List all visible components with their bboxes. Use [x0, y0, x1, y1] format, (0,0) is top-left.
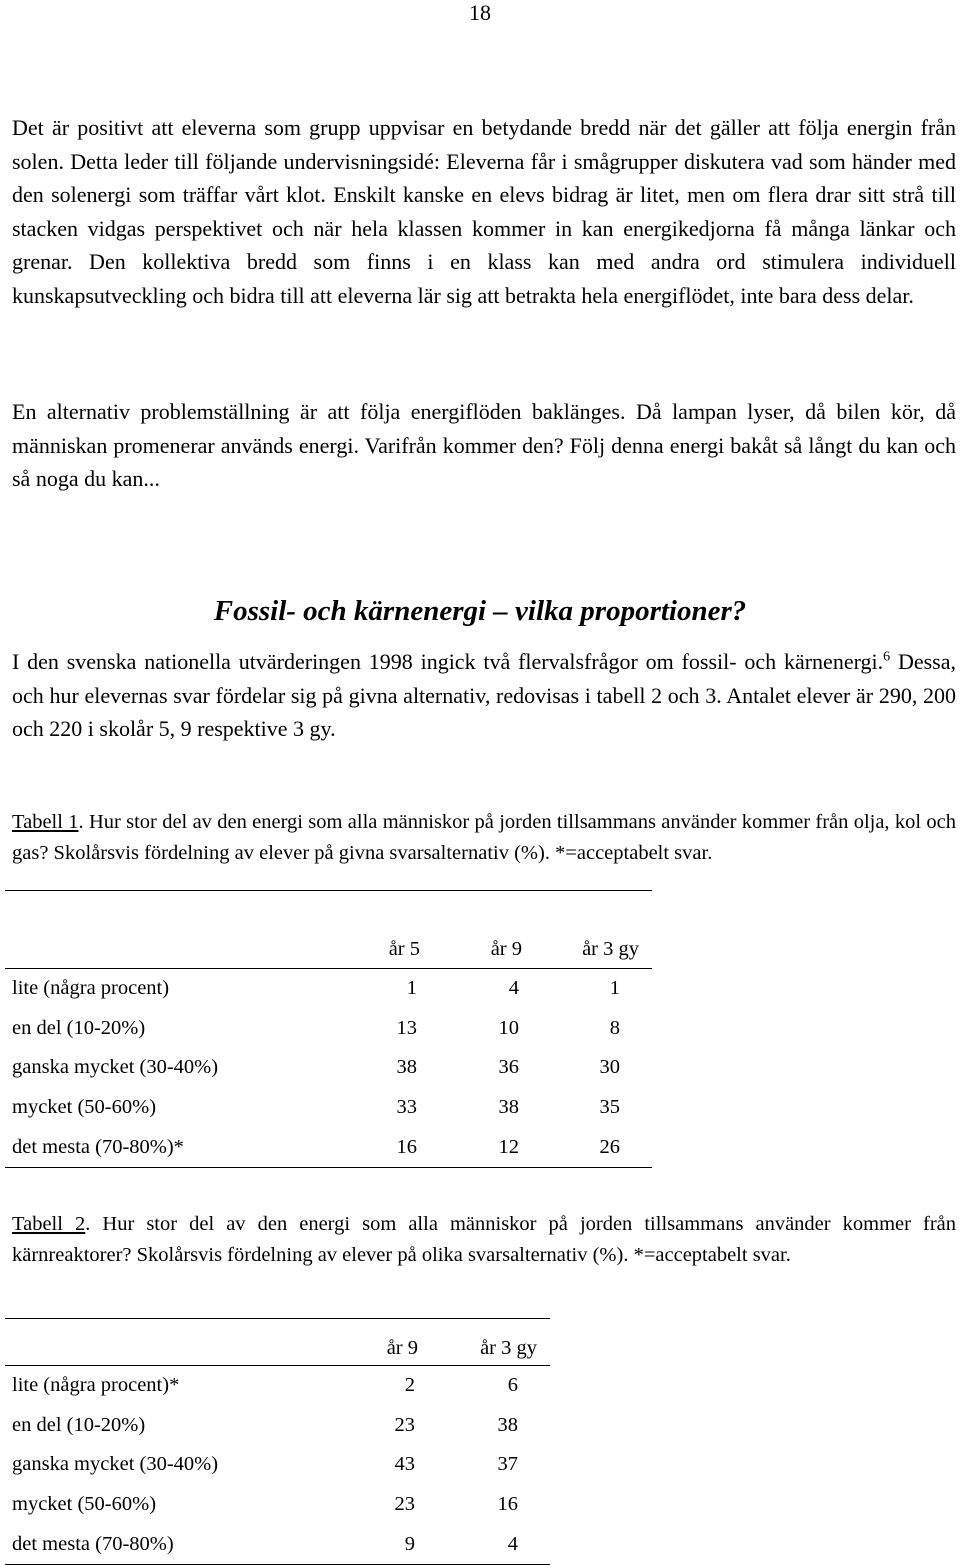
table1-cell: 13 — [396, 1016, 417, 1039]
table1-cell: 1 — [609, 977, 620, 1000]
table2-cell: 23 — [394, 1493, 415, 1516]
footnote-reference: 6 — [883, 649, 891, 665]
table1-cell: 8 — [609, 1016, 620, 1039]
table2-row — [5, 1406, 550, 1446]
paragraph-text-start: I den svenska nationella utvärderingen 1998 ingick två flervalsfrågor om fossil- och kärnenergi. — [12, 649, 884, 674]
table2 — [5, 1318, 550, 1565]
table1-cell: 38 — [396, 1056, 417, 1079]
table2-row-label: ganska mycket (30-40%) — [12, 1453, 219, 1476]
table2-row-label: det mesta (70-80%) — [12, 1532, 174, 1555]
table2-row — [5, 1445, 550, 1485]
table1-cell: 36 — [498, 1056, 519, 1079]
table1-header-empty — [5, 891, 350, 969]
table1-row — [5, 1088, 652, 1128]
table1-row — [5, 1009, 652, 1049]
table1-header-year9: år 9 — [490, 938, 522, 960]
table2-cell: 6 — [507, 1374, 518, 1397]
table1-cell: 4 — [508, 977, 519, 1000]
table2-header-row — [5, 1319, 550, 1366]
paragraph-energy-backwards: En alternativ problemställning är att följa energiflöden baklänges. Då lampan lyser, då bilen kör, då människan promenerar används energi. Varifrån kommer den? Följ denna energi bakåt så långt du kan och så noga du kan... — [12, 399, 956, 491]
table2-cell: 23 — [394, 1413, 415, 1436]
table2-row — [5, 1485, 550, 1525]
table1-caption — [12, 807, 956, 868]
table1-row-label: mycket (50-60%) — [12, 1096, 157, 1119]
table2-header-year9: år 9 — [386, 1337, 418, 1359]
table2-cell: 43 — [394, 1453, 415, 1476]
table1-cell: 12 — [498, 1135, 519, 1158]
table1-cell: 33 — [396, 1096, 417, 1119]
table2-header-year3gy: år 3 gy — [480, 1337, 537, 1359]
table1-row-label: lite (några procent) — [12, 977, 170, 1000]
paragraph-energy-breadth: Det är positivt att eleverna som grupp uppvisar en betydande bredd när det gäller att följa energin från solen. Detta leder till följande undervisningsidé: Eleverna får i smågrupper diskutera vad som händer med den solenergi som träffar vårt klot. Enskilt kanske en elevs bidrag är litet, men om flera drar sitt strå till stacken vidgas perspektivet och när hela klassen kommer in kan energikedjorna få många länkar och grenar. Den kollektiva bredd som finns i en klass kan med andra ord stimulera individuell kunskapsutveckling och bidra till att eleverna lär sig att betrakta hela energiflödet, inte bara dess delar. — [12, 115, 956, 308]
table1-cell: 35 — [599, 1096, 620, 1119]
table1 — [5, 890, 652, 1168]
section-heading: Fossil- och kärnenergi – vilka proportioner? — [213, 595, 747, 627]
table2-cell: 4 — [507, 1532, 518, 1555]
table1-header-year5: år 5 — [388, 938, 420, 960]
table1-cell: 10 — [498, 1016, 519, 1039]
table2-cell: 2 — [404, 1374, 415, 1397]
paragraph-national-evaluation — [12, 645, 956, 746]
table1-label: Tabell 1 — [12, 811, 79, 833]
paragraph-text-end: Dessa, och hur elevernas svar fördelar sig på givna alternativ, redovisas i tabell 2 och 3. Antalet elever är 290, 200 och 220 i skolår 5, 9 respektive 3 gy. — [12, 649, 956, 741]
page-number: 18 — [469, 0, 491, 25]
table1-cell: 38 — [498, 1096, 519, 1119]
table1-cell: 16 — [396, 1135, 417, 1158]
table2-cell: 16 — [497, 1493, 518, 1516]
table2-cell: 37 — [497, 1453, 518, 1476]
table1-row — [5, 1048, 652, 1088]
table2-row — [5, 1524, 550, 1564]
table1-cell: 26 — [599, 1135, 620, 1158]
table2-row-label: mycket (50-60%) — [12, 1493, 157, 1516]
table1-row-label: ganska mycket (30-40%) — [12, 1056, 219, 1079]
table2-cell: 9 — [404, 1532, 415, 1555]
table2-row-label: en del (10-20%) — [12, 1413, 146, 1436]
table1-row-label: en del (10-20%) — [12, 1016, 146, 1039]
table1-cell: 1 — [406, 977, 417, 1000]
table2-label: Tabell 2 — [12, 1213, 86, 1235]
table2-header-empty — [5, 1319, 350, 1366]
table1-cell: 30 — [599, 1056, 620, 1079]
table1-row — [5, 969, 652, 1009]
table2-caption — [12, 1209, 956, 1270]
table1-header-year3gy: år 3 gy — [582, 938, 639, 960]
table2-row-label: lite (några procent)* — [12, 1374, 180, 1397]
table1-row — [5, 1127, 652, 1167]
table2-cell: 38 — [497, 1413, 518, 1436]
table2-row — [5, 1366, 550, 1406]
table1-header-row — [5, 891, 652, 969]
table1-row-label: det mesta (70-80%)* — [12, 1135, 184, 1158]
table2-caption-text: . Hur stor del av den energi som alla människor på jorden tillsammans använder kommer från kärnreaktorer? Skolårsvis fördelning av elever på olika svarsalternativ (%). *=acceptabelt svar. — [12, 1213, 956, 1266]
table1-caption-text: . Hur stor del av den energi som alla människor på jorden tillsammans använder kommer från olja, kol och gas? Skolårsvis fördelning av elever på givna svarsalternativ (%). *=acceptabelt svar. — [12, 811, 956, 864]
